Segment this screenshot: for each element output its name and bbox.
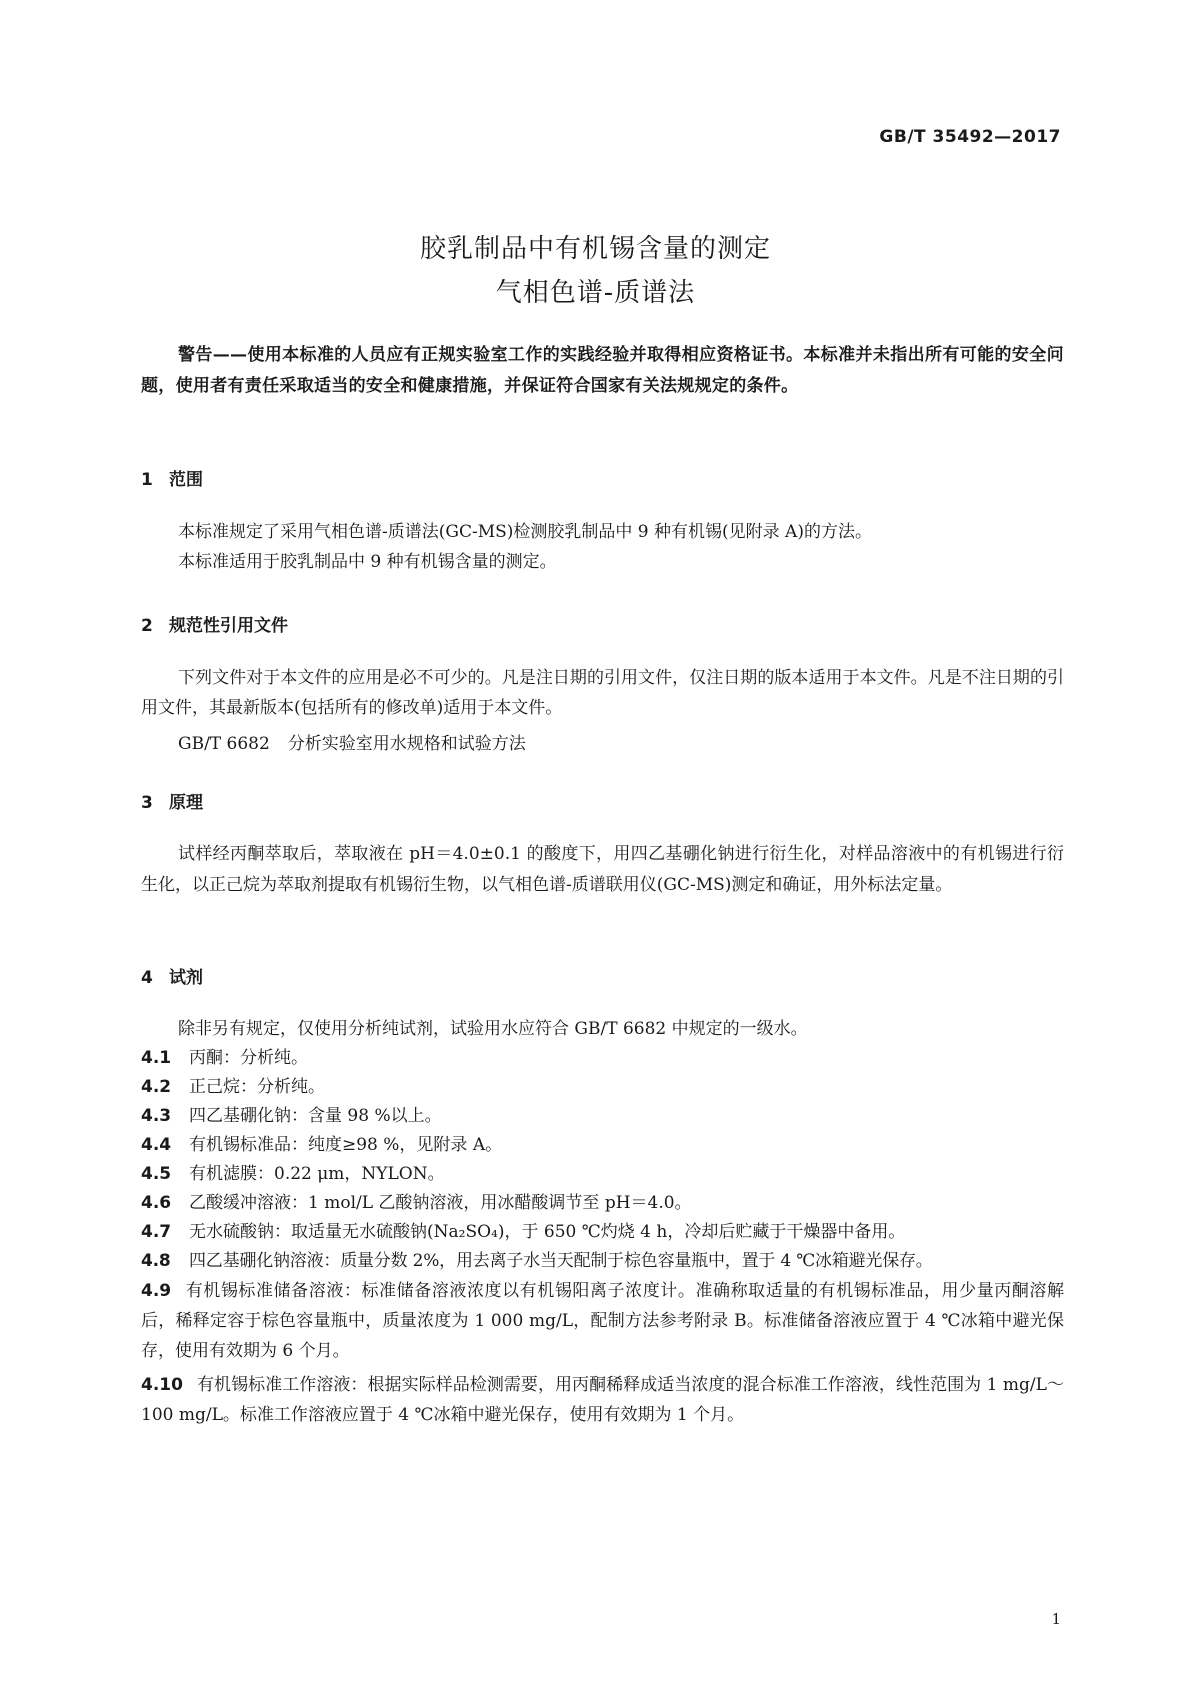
section-number: 2: [141, 616, 153, 636]
list-item: [141, 1044, 1064, 1072]
item-number: 4.5: [141, 1164, 172, 1184]
page-number: 1: [1051, 1610, 1061, 1628]
reagents-intro: 除非另有规定，仅使用分析纯试剂，试验用水应符合 GB/T 6682 中规定的一级水。: [178, 1019, 808, 1039]
section-title: 规范性引用文件: [169, 616, 288, 636]
section-title: 试剂: [169, 968, 203, 988]
section-number: 1: [141, 470, 153, 490]
standard-number: GB/T 35492—2017: [879, 127, 1061, 147]
reference-code: GB/T 6682: [178, 734, 270, 754]
item-number: 4.8: [141, 1251, 171, 1271]
document-title: 胶乳制品中有机锡含量的测定: [419, 234, 771, 264]
item-number: 4.2: [141, 1077, 172, 1097]
item-number: 4.6: [141, 1193, 172, 1213]
list-item: [141, 1276, 1064, 1366]
item-text: 有机锡标准储备溶液：标准储备溶液浓度以有机锡阳离子浓度计。准确称取适量的有机锡标准品，用少量丙酮溶解后，稀释定容于棕色容量瓶中，质量浓度为 1 000 mg/L，配制方法参考附录 B。标准储备溶液应置于 4 ℃冰箱中避光保存，使用有效期为 6 个月。: [141, 1281, 1064, 1361]
item-text: 丙酮：分析纯。: [189, 1048, 308, 1068]
item-text: 无水硫酸钠：取适量无水硫酸钠(Na₂SO₄)，于 650 ℃灼烧 4 h，冷却后贮藏于干燥器中备用。: [189, 1222, 906, 1242]
section-title: 原理: [169, 793, 203, 813]
item-text: 有机锡标准品：纯度≥98 %，见附录 A。: [189, 1135, 503, 1155]
item-number: 4.4: [141, 1135, 172, 1155]
item-number: 4.3: [141, 1106, 172, 1126]
section-number: 3: [141, 793, 153, 813]
section-number: 4: [141, 968, 153, 988]
list-item: [141, 1218, 1064, 1246]
list-item: [141, 1247, 1064, 1275]
list-item: [141, 1131, 1064, 1159]
list-item: [141, 1102, 1064, 1130]
list-item: [141, 1189, 1064, 1217]
item-number: 4.10: [141, 1375, 183, 1395]
section-title: 范围: [169, 470, 203, 490]
item-number: 4.1: [141, 1048, 172, 1068]
item-text: 四乙基硼化钠溶液：质量分数 2%，用去离子水当天配制于棕色容量瓶中，置于 4 ℃冰箱避光保存。: [189, 1251, 933, 1271]
section-heading-scope: [141, 465, 203, 490]
safety-warning: 警告——使用本标准的人员应有正规实验室工作的实践经验并取得相应资格证书。本标准并未指出所有可能的安全问题，使用者有责任采取适当的安全和健康措施，并保证符合国家有关法规规定的条件。: [141, 345, 1064, 396]
references-paragraph: 下列文件对于本文件的应用是必不可少的。凡是注日期的引用文件，仅注日期的版本适用于本文件。凡是不注日期的引用文件，其最新版本(包括所有的修改单)适用于本文件。: [141, 668, 1064, 718]
item-text: 乙酸缓冲溶液：1 mol/L 乙酸钠溶液，用冰醋酸调节至 pH＝4.0。: [189, 1193, 692, 1213]
scope-paragraph-1: 本标准规定了采用气相色谱-质谱法(GC-MS)检测胶乳制品中 9 种有机锡(见附录 A)的方法。: [178, 522, 872, 542]
section-heading-normative-references: [141, 611, 288, 636]
list-item: [141, 1160, 1064, 1188]
list-item: [141, 1073, 1064, 1101]
section-heading-principle: [141, 788, 203, 813]
item-text: 四乙基硼化钠：含量 98 %以上。: [189, 1106, 442, 1126]
item-number: 4.9: [141, 1281, 172, 1301]
item-text: 有机滤膜：0.22 μm，NYLON。: [189, 1164, 445, 1184]
section-heading-reagents: [141, 963, 203, 988]
item-text: 正己烷：分析纯。: [189, 1077, 325, 1097]
item-text: 有机锡标准工作溶液：根据实际样品检测需要，用丙酮稀释成适当浓度的混合标准工作溶液，线性范围为 1 mg/L～100 mg/L。标准工作溶液应置于 4 ℃冰箱中避光保存，使用有效期为 1 个月。: [141, 1375, 1064, 1425]
scope-paragraph-2: 本标准适用于胶乳制品中 9 种有机锡含量的测定。: [178, 552, 557, 572]
principle-paragraph: 试样经丙酮萃取后，萃取液在 pH＝4.0±0.1 的酸度下，用四乙基硼化钠进行衍生化，对样品溶液中的有机锡进行衍生化，以正己烷为萃取剂提取有机锡衍生物，以气相色谱-质谱联用仪(GC-MS)测定和确证，用外标法定量。: [141, 844, 1064, 895]
item-number: 4.7: [141, 1222, 172, 1242]
document-subtitle: 气相色谱-质谱法: [495, 278, 696, 308]
list-item: [141, 1370, 1064, 1430]
reference-title: 分析实验室用水规格和试验方法: [287, 734, 526, 754]
reference-entry: [178, 729, 526, 754]
